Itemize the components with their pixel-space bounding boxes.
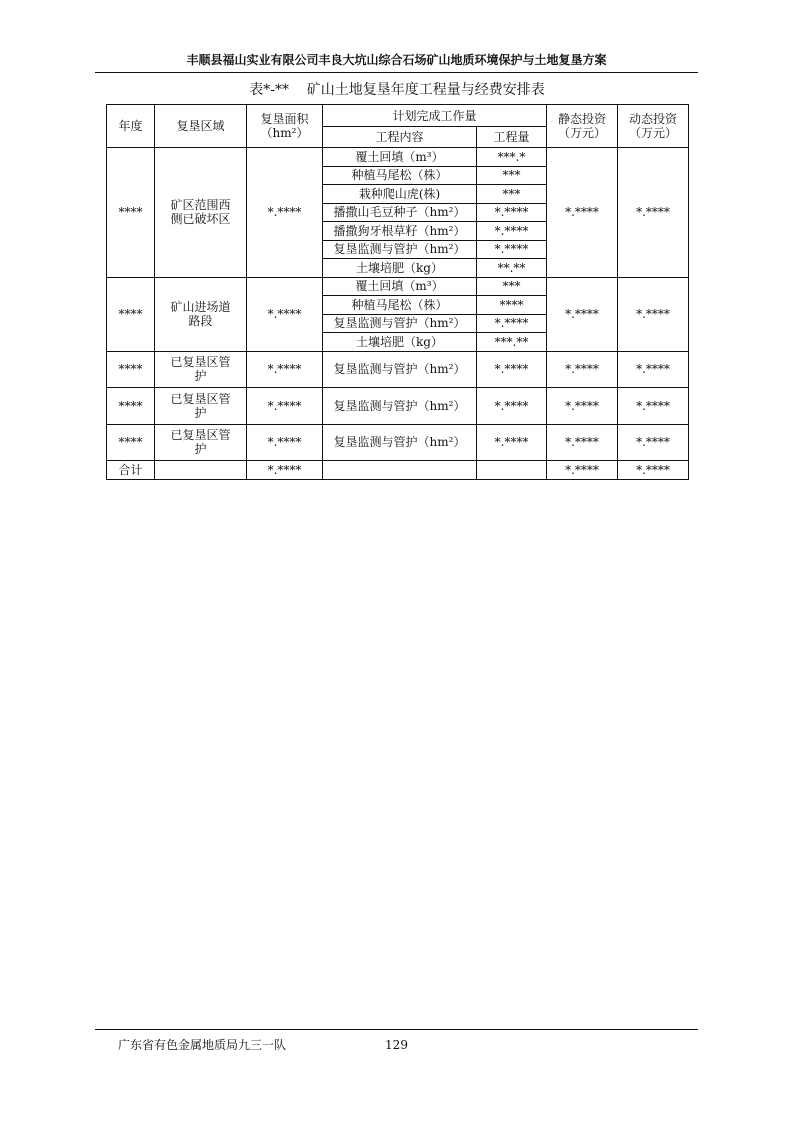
header-year: 年度 [107, 105, 155, 148]
content-cell: 播撒山毛豆种子（hm²） [323, 203, 477, 222]
area-cell: 已复垦区管护 [155, 424, 247, 461]
header-area: 复垦区域 [155, 105, 247, 148]
header-plan: 计划完成工作量 [323, 105, 547, 127]
header-dynamic-unit: （万元） [629, 126, 678, 140]
content-cell: 复垦监测与管护（hm²） [323, 240, 477, 259]
table-caption [106, 80, 688, 100]
size-cell: *.**** [247, 388, 323, 425]
quantity-cell: *** [477, 277, 547, 296]
header-rule [95, 72, 698, 73]
dynamic-cell: *.**** [618, 148, 689, 278]
header-quantity: 工程量 [477, 127, 547, 148]
size-cell: *.**** [247, 351, 323, 388]
static-cell: *.**** [547, 351, 618, 388]
year-cell: **** [107, 277, 155, 351]
content-cell: 复垦监测与管护（hm²） [323, 388, 477, 425]
year-cell: **** [107, 388, 155, 425]
content-cell: 土壤培肥（kg） [323, 259, 477, 278]
total-size-cell: *.**** [247, 461, 323, 480]
footer-rule [95, 1029, 698, 1030]
size-cell: *.**** [247, 277, 323, 351]
year-cell: **** [107, 424, 155, 461]
static-cell: *.**** [547, 424, 618, 461]
quantity-cell: *.**** [477, 424, 547, 461]
total-static-cell: *.**** [547, 461, 618, 480]
caption-title: 矿山土地复垦年度工程量与经费安排表 [306, 82, 545, 98]
page-number: 129 [385, 1038, 408, 1052]
size-cell: *.**** [247, 148, 323, 278]
table-row [107, 148, 689, 167]
year-cell: **** [107, 148, 155, 278]
quantity-cell: *.**** [477, 388, 547, 425]
table-row [107, 277, 689, 296]
size-cell: *.**** [247, 424, 323, 461]
quantity-cell: ***.* [477, 148, 547, 167]
content-cell: 覆土回填（m³） [323, 148, 477, 167]
total-label-cell: 合计 [107, 461, 155, 480]
header-static [547, 105, 618, 148]
quantity-cell: *** [477, 185, 547, 204]
area-cell: 已复垦区管护 [155, 351, 247, 388]
header-size [247, 105, 323, 148]
quantity-cell: *.**** [477, 240, 547, 259]
table-header-row-1 [107, 105, 689, 127]
document-header: 丰顺县福山实业有限公司丰良大坑山综合石场矿山地质环境保护与土地复垦方案 [186, 53, 607, 67]
quantity-cell: *** [477, 166, 547, 185]
static-cell: *.**** [547, 277, 618, 351]
footer-org: 广东省有色金属地质局九三一队 [118, 1038, 287, 1052]
header-static-unit: （万元） [558, 126, 607, 140]
quantity-cell: *.**** [477, 351, 547, 388]
header-dynamic-label: 动态投资 [629, 112, 678, 126]
caption-number: 表*-** [249, 82, 289, 98]
content-cell: 土壤培肥（kg） [323, 333, 477, 352]
header-size-unit: （hm²） [260, 126, 309, 140]
quantity-cell: *.**** [477, 222, 547, 241]
static-cell: *.**** [547, 388, 618, 425]
content-cell: 种植马尾松（株） [323, 296, 477, 315]
quantity-cell: *.**** [477, 203, 547, 222]
area-cell: 矿山进场道路段 [155, 277, 247, 351]
table-row [107, 388, 689, 425]
total-row [107, 461, 689, 480]
total-dynamic-cell: *.**** [618, 461, 689, 480]
empty-cell [155, 461, 247, 480]
quantity-cell: ***.** [477, 333, 547, 352]
dynamic-cell: *.**** [618, 388, 689, 425]
content-cell: 覆土回填（m³） [323, 277, 477, 296]
area-cell: 已复垦区管护 [155, 388, 247, 425]
header-size-label: 复垦面积 [260, 112, 309, 126]
area-cell: 矿区范围西侧已破坏区 [155, 148, 247, 278]
year-cell: **** [107, 351, 155, 388]
quantity-cell: *.**** [477, 314, 547, 333]
content-cell: 播撒狗牙根草籽（hm²） [323, 222, 477, 241]
header-dynamic [618, 105, 689, 148]
content-cell: 复垦监测与管护（hm²） [323, 314, 477, 333]
header-content: 工程内容 [323, 127, 477, 148]
content-cell: 复垦监测与管护（hm²） [323, 424, 477, 461]
quantity-cell: **** [477, 296, 547, 315]
empty-cell [477, 461, 547, 480]
dynamic-cell: *.**** [618, 351, 689, 388]
empty-cell [323, 461, 477, 480]
dynamic-cell: *.**** [618, 277, 689, 351]
static-cell: *.**** [547, 148, 618, 278]
content-cell: 栽种爬山虎(株) [323, 185, 477, 204]
table-row [107, 424, 689, 461]
content-cell: 复垦监测与管护（hm²） [323, 351, 477, 388]
dynamic-cell: *.**** [618, 424, 689, 461]
header-static-label: 静态投资 [558, 112, 607, 126]
quantity-cell: **.** [477, 259, 547, 278]
content-cell: 种植马尾松（株） [323, 166, 477, 185]
reclamation-table [106, 104, 689, 480]
table-row [107, 351, 689, 388]
